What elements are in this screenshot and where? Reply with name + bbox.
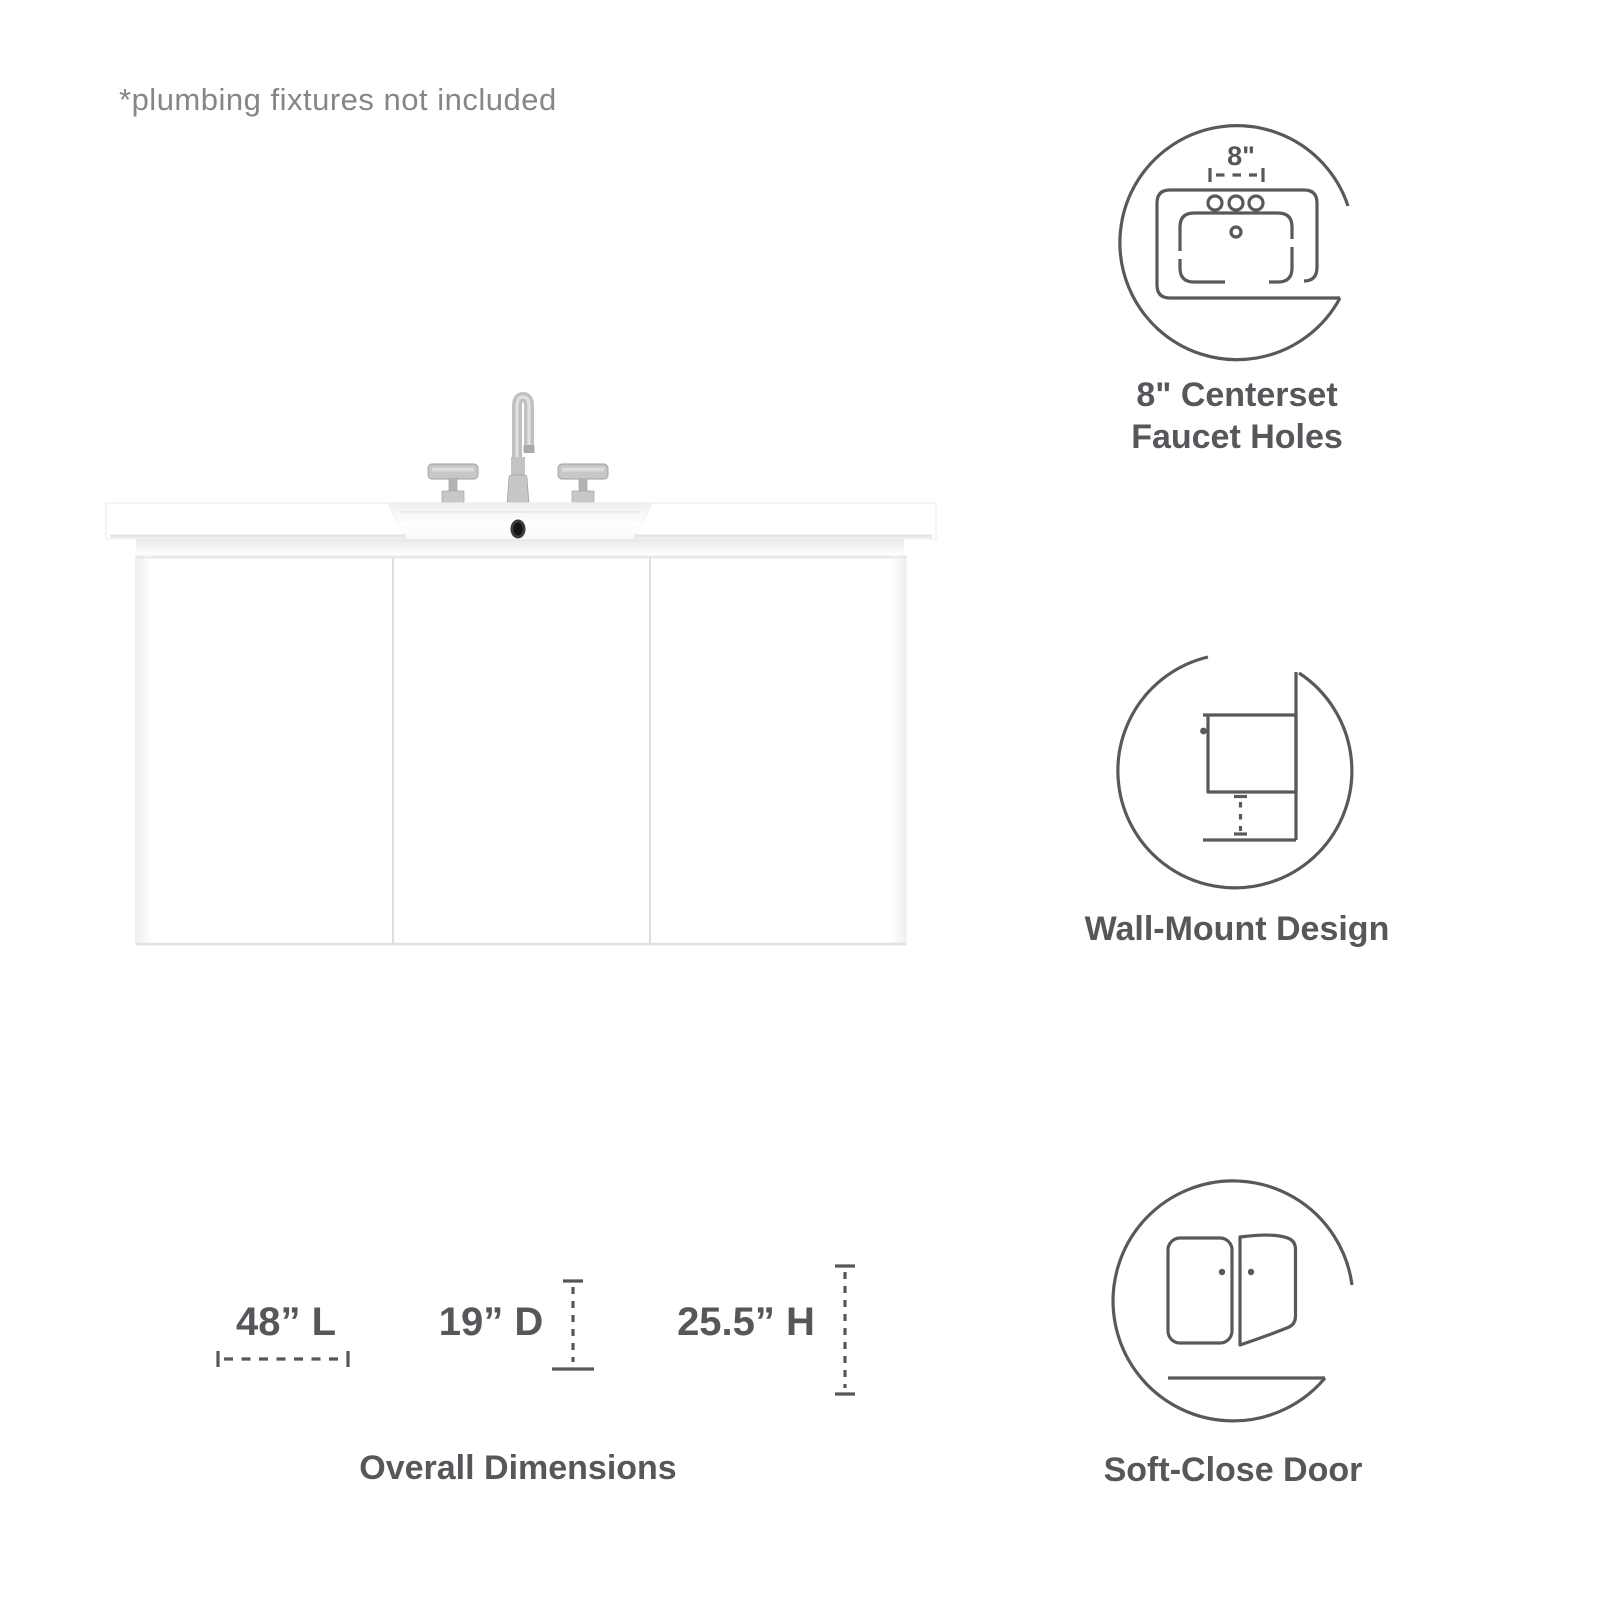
icon-circle-arc xyxy=(1118,657,1352,888)
length-dimension-line xyxy=(214,1348,352,1370)
soft-close-door-icon xyxy=(1105,1174,1361,1430)
faucet-escutcheon xyxy=(507,475,529,505)
depth-dimension-line xyxy=(548,1278,598,1374)
basin-outline-bottom-left xyxy=(1180,259,1225,282)
plumbing-note: *plumbing fixtures not included xyxy=(119,82,557,117)
faucet xyxy=(428,397,608,507)
cabinet-outline xyxy=(1203,715,1296,792)
faucet-column xyxy=(511,457,525,477)
feature-label-soft-close: Soft-Close Door xyxy=(1103,1451,1363,1489)
feature-label-faucet-holes: 8" Centerset Faucet Holes xyxy=(1131,376,1343,456)
cabinet xyxy=(136,556,906,945)
faucet-handle-right xyxy=(558,464,608,507)
faucet-handle-left xyxy=(428,464,478,507)
basin-outline-bottom-right xyxy=(1269,247,1292,282)
vanity-illustration xyxy=(100,385,940,955)
dimension-length: 48” L xyxy=(235,1300,337,1344)
basin-outline-top xyxy=(1180,213,1292,251)
feature-label-wall-mount: Wall-Mount Design xyxy=(1084,910,1390,948)
dimension-depth: 19” D xyxy=(438,1300,544,1344)
faucet-holes-icon xyxy=(1109,115,1365,371)
door-open xyxy=(1240,1235,1296,1345)
faucet-aerator xyxy=(524,445,535,453)
mount-knob-dot xyxy=(1200,728,1207,735)
door-knob-right xyxy=(1248,1269,1254,1275)
drain-hole xyxy=(1231,227,1241,237)
height-dimension-line xyxy=(820,1262,870,1398)
float-height-dashes xyxy=(1234,797,1247,835)
counter-shadow xyxy=(136,539,904,555)
dimension-height: 25.5” H xyxy=(677,1300,815,1344)
measure-text: 8" xyxy=(1227,141,1255,171)
faucet-hole-left xyxy=(1208,196,1222,210)
dimensions-caption: Overall Dimensions xyxy=(359,1449,677,1487)
wall-mount-icon xyxy=(1109,644,1365,900)
faucet-hole-center xyxy=(1229,196,1243,210)
door-knob-left xyxy=(1219,1269,1225,1275)
door-closed xyxy=(1168,1238,1232,1343)
faucet-hole-right xyxy=(1249,196,1263,210)
